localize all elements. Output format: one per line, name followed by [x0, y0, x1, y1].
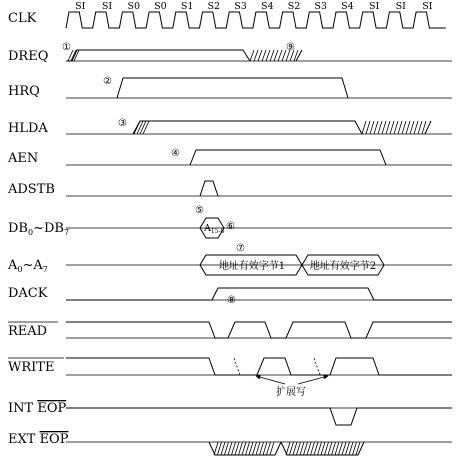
hlda-hatch-end [362, 121, 426, 134]
annotation-6: ⑥ [226, 221, 235, 232]
clk-state-label: S4 [261, 1, 274, 12]
dreq-hatch-line [266, 50, 270, 61]
clk-state-label: SI [75, 1, 86, 12]
hlda-hatch-line [390, 121, 394, 134]
clk-waveform [66, 1, 446, 28]
clk-state-label: S1 [180, 1, 194, 12]
dreq-label: DREQ [8, 49, 49, 64]
ext-eop-hatch [214, 442, 360, 455]
ext-eop-hatch-line [328, 442, 332, 455]
ext-eop-hatch-line [260, 442, 264, 455]
addr-byte-2-label: 地址有效字节2 [309, 261, 377, 272]
a15-name: A [204, 223, 211, 234]
ext-eop-hatch-line [346, 442, 350, 455]
clk-state-label: S2 [287, 1, 301, 12]
clk-state-label: SI [101, 1, 113, 12]
hlda-hatch-line [406, 121, 410, 134]
hlda-end-edge [425, 121, 431, 134]
ext-eop-hatch-line [318, 442, 322, 455]
hlda-waveform [133, 121, 362, 134]
hlda-hatch-line [382, 121, 386, 134]
dack-label: DACK [8, 286, 48, 301]
hlda-hatch-line [386, 121, 390, 134]
ext-eop-hatch-line [349, 442, 353, 455]
read-label: READ [8, 324, 48, 339]
clk-state-label: S3 [314, 1, 327, 12]
hlda-hatch-line [418, 121, 422, 134]
annotation-8: ⑧ [227, 295, 236, 306]
ext-eop-hatch-line [297, 442, 301, 455]
hlda-hatch-line [410, 121, 414, 134]
int-eop-label [8, 401, 66, 416]
ext-eop-hatch-line [214, 442, 218, 455]
annotation-7: ⑦ [236, 243, 245, 254]
ext-eop-hatch-line [290, 442, 294, 455]
a-label [7, 258, 48, 274]
clk-state-label: SI [368, 1, 380, 12]
ext-eop-hatch-line [300, 442, 304, 455]
ext-eop-hatch-line [225, 442, 229, 455]
clk-state-label: S3 [234, 1, 247, 12]
hlda-hatch-line [362, 121, 366, 134]
ext-eop-hatch-line [286, 442, 290, 455]
aen-label: AEN [8, 151, 39, 166]
ext-eop-hatch-line [246, 442, 250, 455]
annotation-4: ④ [171, 148, 180, 159]
db-sub-0: 0 [27, 228, 34, 237]
ext-eop-hatch-line [314, 442, 318, 455]
ext-eop-hatch-line [342, 442, 346, 455]
ext-eop-hatch-line [221, 442, 225, 455]
hrq-label: HRQ [8, 84, 40, 99]
extended-write-label: 扩展写 [276, 387, 306, 398]
ext-eop-hatch-line [321, 442, 325, 455]
extended-write-arrow-left [256, 376, 285, 384]
ext-eop-hatch-line [353, 442, 357, 455]
ext-eop-hatch-line [242, 442, 246, 455]
ext-eop-hatch-line [293, 442, 297, 455]
ext-eop-hatch-line [335, 442, 339, 455]
dreq-hatch-line [250, 50, 254, 61]
a15-8-label [203, 223, 225, 235]
annotation-3: ③ [118, 118, 127, 129]
hlda-label: HLDA [8, 121, 48, 136]
ext-eop-hatch-line [307, 442, 311, 455]
ext-eop-hatch-line [256, 442, 260, 455]
ext-eop-hatch-line [270, 442, 274, 455]
a-sub-0: 0 [17, 265, 23, 274]
db-name: DB [8, 221, 28, 236]
hlda-hatch-line [402, 121, 406, 134]
annotation-1: ① [62, 42, 71, 53]
adstb-label: ADSTB [8, 182, 55, 197]
ext-eop-hatch-line [267, 442, 271, 455]
a-sub-7: 7 [42, 265, 48, 274]
ext-eop-hatch-line [253, 442, 257, 455]
ext-eop-hatch-line [311, 442, 315, 455]
hlda-hatch-line [370, 121, 374, 134]
read-waveform [66, 322, 452, 338]
write-extended-2 [314, 358, 320, 375]
ext-eop-prefix: EXT [8, 432, 40, 447]
db-label [8, 221, 69, 237]
ext-eop-hatch-line [332, 442, 336, 455]
dreq-hatch-line [258, 50, 262, 61]
hlda-hatch-line [378, 121, 382, 134]
hlda-hatch-line [414, 121, 418, 134]
write-waveform [66, 358, 452, 375]
aen-waveform [190, 150, 386, 165]
extended-write-arrow-right [298, 376, 328, 384]
int-eop-prefix: INT [8, 401, 38, 416]
clk-wave [66, 12, 446, 28]
db-range: ~DB [33, 221, 64, 236]
dreq-end-edge [296, 50, 302, 61]
a-name: A [8, 258, 18, 273]
dreq-hatch-line [274, 50, 278, 61]
hlda-hatch-line [374, 121, 378, 134]
a15-sub: 15-8 [210, 228, 225, 235]
clk-state-label: S0 [154, 1, 167, 12]
ext-eop-hatch-line [249, 442, 253, 455]
hrq-waveform [117, 78, 348, 98]
hlda-hatch-line [398, 121, 402, 134]
ext-eop-hatch-line [304, 442, 308, 455]
dreq-hatch-line [254, 50, 258, 61]
ext-eop-hatch-line [339, 442, 343, 455]
adstb-pulse [200, 181, 218, 196]
clk-label: CLK [8, 11, 37, 26]
dack-waveform [66, 288, 452, 300]
ext-eop-hatch-line [325, 442, 329, 455]
int-eop-name: EOP [37, 401, 67, 416]
hlda-hatch-line [366, 121, 370, 134]
clk-state-label: S4 [341, 1, 354, 12]
int-eop-waveform [66, 408, 452, 425]
a-range: ~A [22, 258, 43, 273]
clk-state-label: SI [422, 1, 433, 12]
write-label: WRITE [8, 360, 55, 375]
dreq-hatch-line [278, 50, 282, 61]
db-sub-7: 7 [63, 228, 70, 237]
write-extended-1 [234, 358, 240, 375]
annotation-5: ⑤ [195, 205, 204, 216]
clk-state-label: S2 [207, 1, 221, 12]
hlda-hatch-line [394, 121, 398, 134]
ext-eop-hatch-line [235, 442, 239, 455]
clk-state-label: S0 [127, 1, 141, 12]
ext-eop-hatch-line [218, 442, 222, 455]
ext-eop-hatch-line [228, 442, 232, 455]
annotation-9: ⑨ [286, 42, 295, 53]
dreq-hatch-line [262, 50, 266, 61]
ext-eop-label [8, 432, 69, 447]
ext-eop-hatch-line [239, 442, 243, 455]
ext-eop-name: EOP [39, 432, 69, 447]
clk-state-label: SI [395, 1, 406, 12]
ext-eop-hatch-line [232, 442, 236, 455]
dreq-waveform [66, 50, 250, 61]
dreq-hatch-line [270, 50, 274, 61]
ext-eop-hatch-line [263, 442, 267, 455]
annotation-2: ② [103, 76, 112, 87]
addr-byte-1-label: 地址有效字节1 [218, 261, 286, 272]
